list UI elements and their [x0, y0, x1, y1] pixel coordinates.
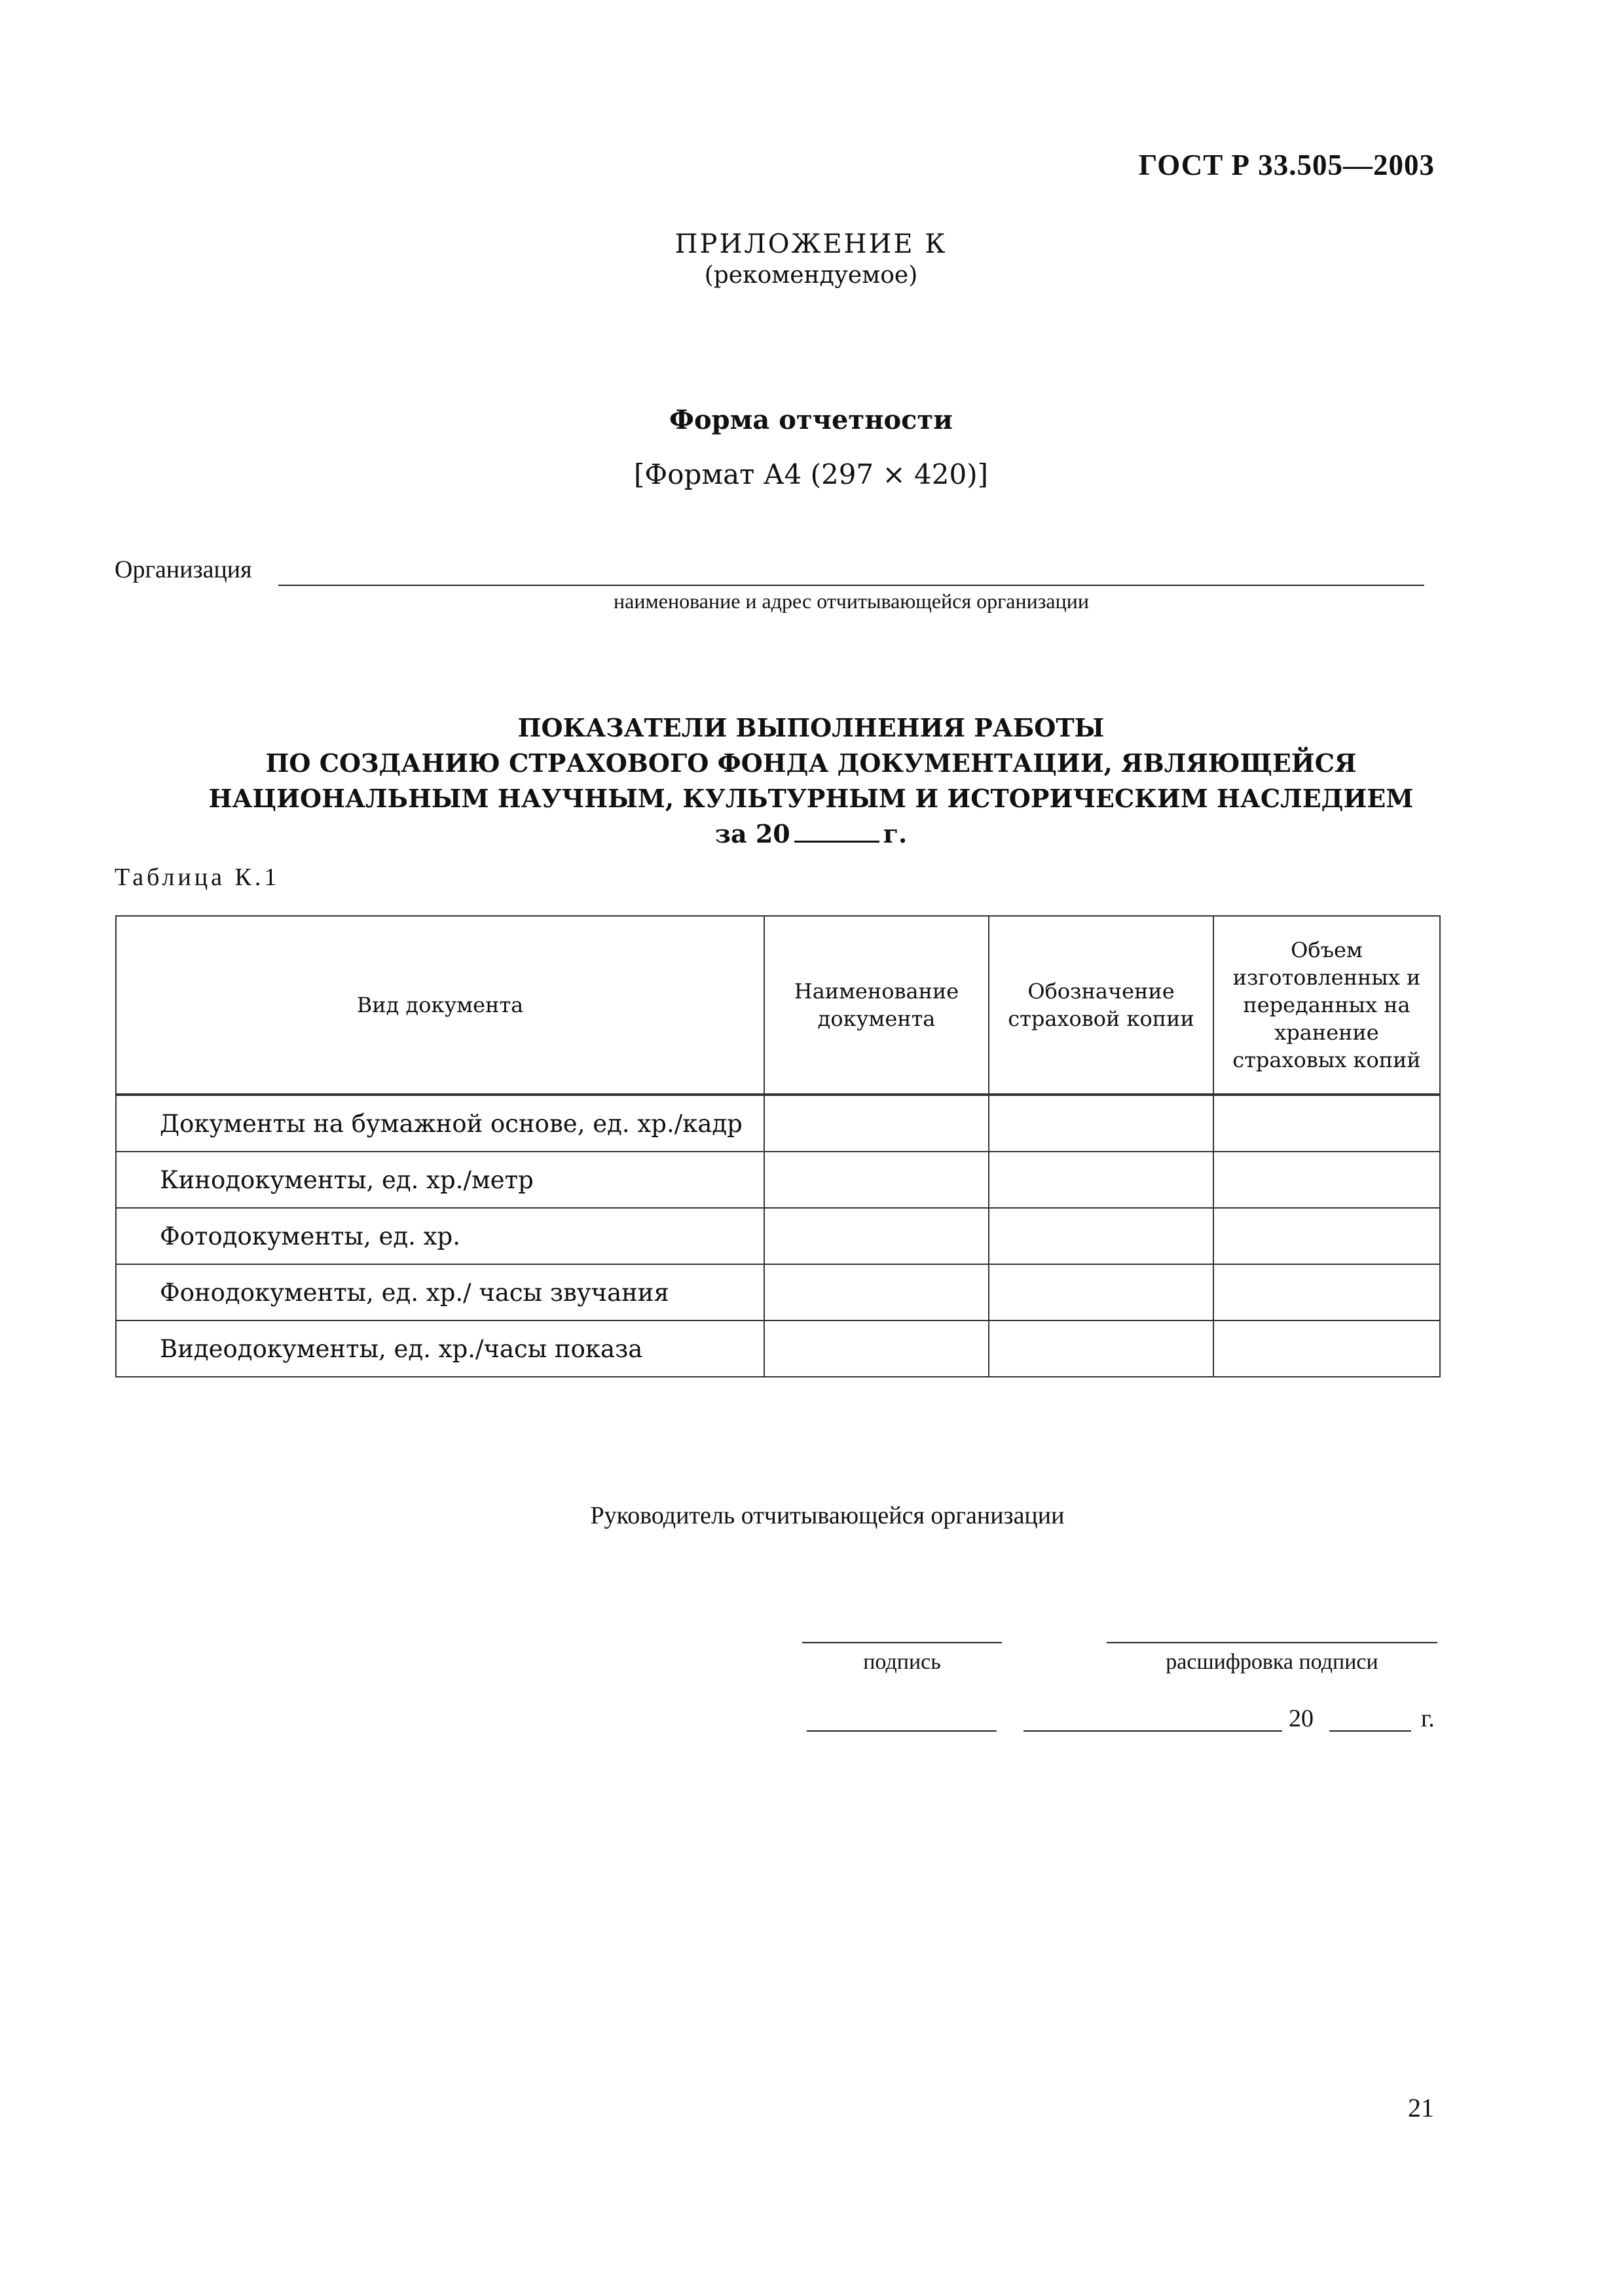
header-document-name: Наименование документа [764, 916, 989, 1095]
row-label: Фотодокументы, ед. хр. [116, 1208, 764, 1264]
table-row [116, 1208, 1440, 1264]
report-year-blank[interactable] [794, 821, 879, 843]
organization-caption: наименование и адрес отчитывающейся организации [614, 589, 1089, 613]
standard-number: ГОСТ Р 33.505—2003 [1138, 149, 1435, 181]
date-year-prefix: 20 [1289, 1705, 1314, 1732]
table-cell[interactable] [764, 1264, 989, 1321]
row-label: Видеодокументы, ед. хр./часы показа [116, 1321, 764, 1377]
date-year-line[interactable] [1329, 1730, 1411, 1732]
page-number: 21 [1408, 2093, 1434, 2123]
annex-status: (рекомендуемое) [704, 262, 918, 289]
row-label: Документы на бумажной основе, ед. хр./кадр [116, 1095, 764, 1152]
date-year-suffix: г. [1421, 1705, 1435, 1732]
table-cell[interactable] [989, 1208, 1213, 1264]
date-month-line[interactable] [1023, 1730, 1282, 1732]
table-cell[interactable] [764, 1095, 989, 1152]
table-cell[interactable] [1213, 1152, 1440, 1208]
table-caption: Таблица К.1 [115, 864, 280, 891]
organization-label: Организация [115, 556, 252, 583]
table-cell[interactable] [989, 1095, 1213, 1152]
head-signature-label: Руководитель отчитывающейся организации [590, 1502, 1065, 1529]
report-year-suffix: г. [883, 819, 908, 848]
date-day-line[interactable] [807, 1730, 997, 1732]
form-format: [Формат А4 (297 × 420)] [634, 458, 988, 490]
table-header-row [116, 916, 1440, 1095]
report-heading-line-2: ПО СОЗДАНИЮ СТРАХОВОГО ФОНДА ДОКУМЕНТАЦИИ, ЯВЛЯЮЩЕЙСЯ [265, 748, 1357, 778]
report-heading-line-3: НАЦИОНАЛЬНЫМ НАУЧНЫМ, КУЛЬТУРНЫМ И ИСТОРИЧЕСКИМ НАСЛЕДИЕМ [208, 784, 1414, 813]
report-heading-line-4 [0, 816, 1622, 852]
table-row [116, 1095, 1440, 1152]
annex-title: ПРИЛОЖЕНИЕ К [674, 229, 948, 259]
table-cell[interactable] [764, 1152, 989, 1208]
row-label: Кинодокументы, ед. хр./метр [116, 1152, 764, 1208]
row-label: Фонодокументы, ед. хр./ часы звучания [116, 1264, 764, 1321]
report-heading-line-1: ПОКАЗАТЕЛИ ВЫПОЛНЕНИЯ РАБОТЫ [517, 713, 1105, 742]
table-row [116, 1321, 1440, 1377]
table-cell[interactable] [764, 1208, 989, 1264]
table-row [116, 1152, 1440, 1208]
table-cell[interactable] [1213, 1321, 1440, 1377]
table-cell[interactable] [989, 1152, 1213, 1208]
signature-decode-line[interactable] [1107, 1642, 1437, 1643]
signature-line[interactable] [802, 1642, 1002, 1643]
table-cell[interactable] [1213, 1208, 1440, 1264]
signature-caption: подпись [863, 1650, 941, 1674]
table-cell[interactable] [989, 1321, 1213, 1377]
signature-decode-caption: расшифровка подписи [1166, 1650, 1378, 1674]
form-title: Форма отчетности [669, 405, 953, 435]
table-cell[interactable] [1213, 1095, 1440, 1152]
table-row [116, 1264, 1440, 1321]
header-copies-volume: Объем изготовленных и переданных на хранение страховых копий [1213, 916, 1440, 1095]
report-heading [0, 710, 1622, 852]
indicators-table [115, 915, 1441, 1377]
header-copy-designation: Обозначение страховой копии [989, 916, 1213, 1095]
table-cell[interactable] [989, 1264, 1213, 1321]
header-document-type: Вид документа [116, 916, 764, 1095]
table-cell[interactable] [764, 1321, 989, 1377]
report-year-prefix: за 20 [714, 819, 790, 848]
organization-field-line[interactable] [278, 585, 1424, 586]
table-cell[interactable] [1213, 1264, 1440, 1321]
